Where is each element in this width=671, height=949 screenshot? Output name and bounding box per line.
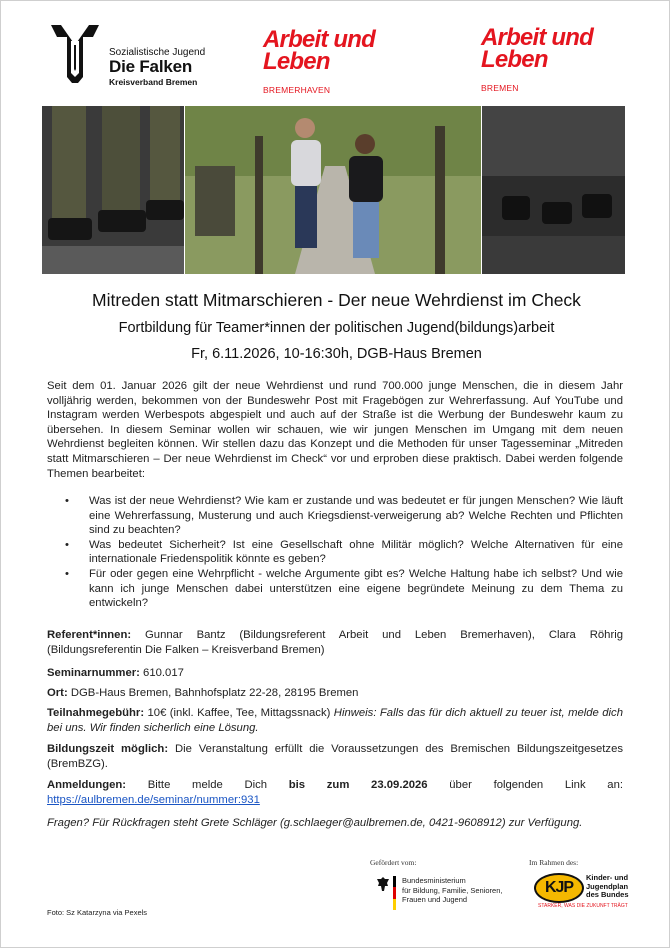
teilnahme-block [47, 706, 623, 735]
german-flag-icon [393, 876, 396, 910]
kjp-line2: Jugendplan [586, 881, 629, 891]
bmfsfj-line2: für Bildung, Familie, Senioren, [402, 885, 503, 895]
aul-bremerhaven-logo [263, 26, 375, 95]
bmfsfj-text [402, 876, 502, 905]
aul-bremen-line2: Leben [481, 46, 548, 73]
falken-line2: Die Falken [109, 57, 193, 76]
fragen-line: Fragen? Für Rückfragen steht Grete Schläger (g.schlaeger@aulbremen.de, 0421-9608912) zur Verfügung. [47, 817, 583, 829]
page-title: Mitreden statt Mitmarschieren - Der neue Wehrdienst im Check [92, 290, 581, 310]
photo-credit: Foto: Sz Katarzyna via Pexels [47, 908, 148, 917]
falken-line1: Sozialistische Jugend [109, 47, 206, 58]
bildungszeit-block [47, 742, 623, 771]
teenagers-walking-photo [185, 106, 481, 274]
intro-paragraph: Seit dem 01. Januar 2026 gilt der neue Wehrdienst und rund 700.000 junge Menschen, die in diesem Jahr volljährig werden, bekommen von der Bundeswehr Post mit Fragebögen zur Wehrerfassung. Auf YouTube und Instagram werden Werbespots abgespielt und auch auf der Straße ist die Werbung der Bundeswehr kaum zu übersehen. In diesem Seminar wollen wir schauen, wie wir jungen Menschen im Umgang mit dem neuen Wehrdienst begleiten können. Wir stellen dazu das Konzept und die Methoden für unser Tagesseminar „Mitreden statt Mitmarschieren – Der neue Wehrdienst im Check“ vor und erproben diese praktisch. Dabei werden folgende Themen bearbeitet: [47, 380, 623, 480]
kjp-line3: des Bundes [586, 890, 629, 899]
seminarnummer-block [47, 666, 623, 681]
anmeldung-word: zum [326, 779, 350, 791]
list-item: • Was bedeutet Sicherheit? Ist eine Gesellschaft ohne Militär möglich? Welche Alternativen für eine internationale Friedenspolitik könnte es geben? [47, 538, 623, 567]
aul-bremen-city: BREMEN [481, 83, 519, 93]
kjp-line1: Kinder- und [586, 873, 629, 882]
marching-boots-photo-left [42, 106, 184, 274]
anmeldung-word: an: [607, 779, 623, 791]
bmfsfj-line3: Frauen und Jugend [402, 895, 468, 904]
falken-line3: Kreisverband Bremen [109, 77, 198, 87]
marching-boots-photo-right [482, 106, 625, 274]
seminarnummer-label: Seminarnummer: [47, 667, 140, 679]
falken-logo [47, 23, 217, 87]
kjp-text [586, 874, 629, 900]
event-dateline: Fr, 6.11.2026, 10-16:30h, DGB-Haus Bremen [191, 346, 482, 362]
anmeldung-word: über [449, 779, 472, 791]
ort-label: Ort: [47, 687, 68, 699]
page-subtitle: Fortbildung für Teamer*innen der politischen Jugend(bildungs)arbeit [118, 320, 555, 336]
list-item: • Was ist der neue Wehrdienst? Wie kam er zustande und was bedeutet er für jungen Menschen? Wie läuft eine Wehrerfassung, Musterung und auch Kriegsdienst-verweigerung ab? Welche Rechten und Pflichten sind zu beachten? [47, 494, 623, 538]
aul-bremerhaven-city: BREMERHAVEN [263, 85, 331, 95]
referent-label: Referent*innen: [47, 629, 132, 641]
kjp-logo [534, 873, 634, 913]
anmeldung-word: Dich [244, 779, 268, 791]
referent-text: Gunnar Bantz (Bildungsreferent Arbeit und Leben Bremerhaven), Clara Röhrig (Bildungsreferentin Die Falken – Kreisverband Bremen) [47, 629, 623, 656]
bmfsfj-logo [376, 876, 516, 916]
anmeldung-word: Link [564, 779, 586, 791]
aul-bremerhaven-line1: Arbeit und [263, 26, 375, 53]
gefoerdert-label: Gefördert vom: [370, 858, 417, 867]
bildungszeit-label: Bildungszeit möglich: [47, 743, 169, 755]
bildungszeit-value: Die Veranstaltung erfüllt die Voraussetzungen des Bremischen Bildungszeitgesetzes (BremBZG). [47, 743, 623, 770]
aul-bremen-logo [481, 24, 593, 93]
header-photo-strip [42, 106, 625, 274]
kjp-slogan: STARKER, WAS DIE ZUKUNFT TRÄGT [538, 903, 628, 909]
anmeldung-block [47, 778, 623, 807]
topic-list [47, 494, 623, 611]
anmeldung-word: melde [192, 779, 223, 791]
anmeldung-row [47, 778, 623, 793]
federal-eagle-icon [376, 876, 390, 894]
list-item: • Für oder gegen eine Wehrpflicht - welche Argumente gibt es? Welche Haltung habe ich selbst? Und wie kann ich junge Menschen dabei unterstützen eine eigene begründete Meinung zu dem Thema zu entwickeln? [47, 567, 623, 611]
anmeldung-deadline: 23.09.2026 [371, 779, 428, 791]
ort-value: DGB-Haus Bremen, Bahnhofsplatz 22-28, 28195 Bremen [67, 687, 359, 699]
aul-bremerhaven-line2: Leben [263, 48, 330, 75]
anmeldung-word: bis [288, 779, 306, 791]
teilnahme-value: 10€ (inkl. Kaffee, Tee, Mittagssnack) [144, 707, 334, 719]
bmfsfj-line1: Bundesministerium [402, 876, 466, 885]
teilnahme-hint: Hinweis: Falls das für dich aktuell zu teuer ist, melde dich bei uns. Wir finden sicherlich eine Lösung. [47, 707, 623, 734]
seminarnummer-value: 610.017 [139, 667, 184, 679]
teilnahme-label: Teilnahmegebühr: [47, 707, 145, 719]
ort-block [47, 686, 623, 701]
falcon-emblem-icon [47, 23, 103, 85]
registration-link[interactable]: https://aulbremen.de/seminar/nummer:931 [47, 793, 260, 806]
im-rahmen-label: Im Rahmen des: [529, 858, 579, 867]
anmeldung-label: Anmeldungen: [47, 779, 127, 791]
kjp-badge: KJP [534, 873, 584, 903]
anmeldung-word: Bitte [147, 779, 171, 791]
anmeldung-word: folgenden [493, 779, 544, 791]
referent-block [47, 628, 623, 657]
aul-bremen-line1: Arbeit und [481, 24, 593, 51]
